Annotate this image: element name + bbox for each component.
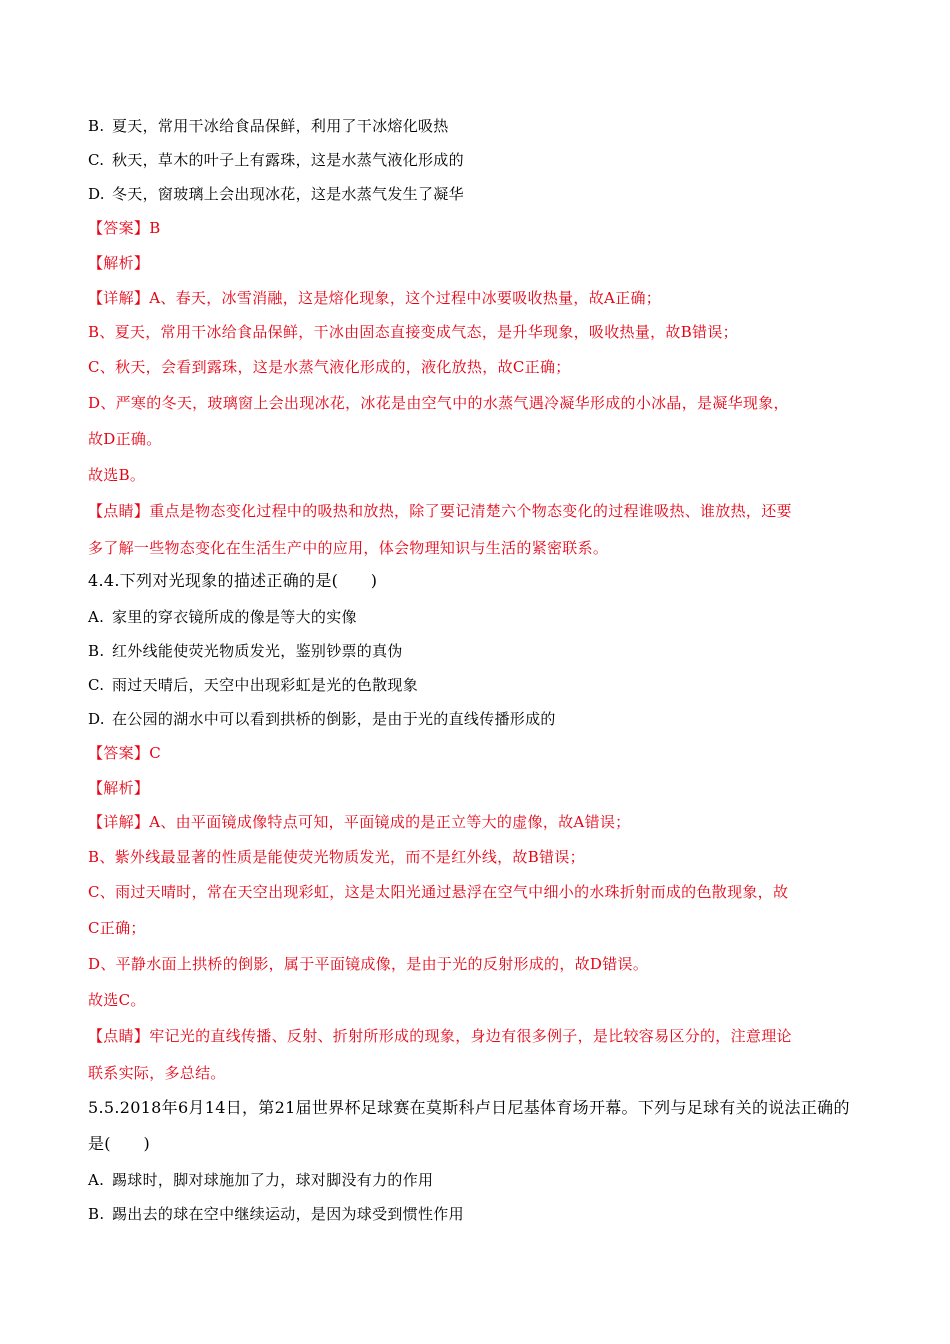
q5-option-b [88,1204,464,1224]
q4-detail-line: C、雨过天晴时，常在天空出现彩虹，这是太阳光通过悬浮在空气中细小的水珠折射而成的色散现象，故 [88,883,789,901]
q4-option-a [88,607,357,627]
q4-detail-line: D、平静水面上拱桥的倒影，属于平面镜成像，是由于光的反射形成的，故D错误。 [88,955,649,973]
q3-comment-line: 【点睛】重点是物态变化过程中的吸热和放热，除了要记清楚六个物态变化的过程谁吸热、谁放热，还要 [88,502,792,520]
option-letter: B. [88,1205,105,1223]
option-text: 踢出去的球在空中继续运动，是因为球受到惯性作用 [112,1205,464,1223]
option-letter: B. [88,642,105,660]
q3-detail-line: 故D正确。 [88,430,162,448]
option-letter: D. [88,185,105,203]
q4-option-c [88,675,418,695]
option-text: 红外线能使荧光物质发光，鉴别钞票的真伪 [112,642,403,660]
q3-detail-line: 【详解】A、春天，冰雪消融，这是熔化现象，这个过程中冰要吸收热量，故A正确； [88,289,662,307]
q3-option-b [88,116,449,136]
q4-analysis-label: 【解析】 [88,779,150,797]
q3-option-d [88,184,464,204]
option-text: 冬天，窗玻璃上会出现冰花，这是水蒸气发生了凝华 [112,185,464,203]
q4-detail-line: 【详解】A、由平面镜成像特点可知，平面镜成的是正立等大的虚像，故A错误； [88,813,631,831]
q3-detail-line: D、严寒的冬天，玻璃窗上会出现冰花，冰花是由空气中的水蒸气遇冷凝华形成的小冰晶，是凝华现象， [88,394,789,412]
q4-answer: 【答案】C [88,744,161,762]
q5-option-a [88,1170,433,1190]
q3-answer: 【答案】B [88,219,161,237]
q3-option-c [88,150,464,170]
q3-analysis-label: 【解析】 [88,254,150,272]
option-letter: C. [88,676,105,694]
q4-comment-line: 联系实际，多总结。 [88,1064,226,1082]
option-letter: B. [88,117,105,135]
q4-detail-line: C正确； [88,919,146,937]
q5-stem-line: 5.5.2018年6月14日，第21届世界杯足球赛在莫斯科卢日尼基体育场开幕。下列与足球有关的说法正确的 [88,1098,850,1117]
q4-comment-line: 【点睛】牢记光的直线传播、反射、折射所形成的现象，身边有很多例子，是比较容易区分的，注意理论 [88,1027,792,1045]
q4-option-d [88,709,556,729]
option-text: 秋天，草木的叶子上有露珠，这是水蒸气液化形成的 [112,151,464,169]
q4-detail-line: B、紫外线最显著的性质是能使荧光物质发光，而不是红外线，故B错误； [88,848,585,866]
option-letter: A. [88,1171,105,1189]
q3-comment-line: 多了解一些物态变化在生活生产中的应用，体会物理知识与生活的紧密联系。 [88,539,609,557]
option-text: 踢球时，脚对球施加了力，球对脚没有力的作用 [112,1171,434,1189]
q4-option-b [88,641,403,661]
option-text: 夏天，常用干冰给食品保鲜，利用了干冰熔化吸热 [112,117,449,135]
q5-stem-line: 是( ) [88,1134,150,1153]
option-text: 家里的穿衣镜所成的像是等大的实像 [112,608,357,626]
q3-detail-line: B、夏天，常用干冰给食品保鲜，干冰由固态直接变成气态，是升华现象，吸收热量，故B错误； [88,323,738,341]
option-letter: A. [88,608,105,626]
option-text: 在公园的湖水中可以看到拱桥的倒影，是由于光的直线传播形成的 [112,710,556,728]
option-letter: C. [88,151,105,169]
q4-stem: 4.4.下列对光现象的描述正确的是( ) [88,571,378,590]
option-text: 雨过天晴后，天空中出现彩虹是光的色散现象 [112,676,419,694]
q3-conclusion: 故选B。 [88,466,146,484]
q4-conclusion: 故选C。 [88,991,146,1009]
option-letter: D. [88,710,105,728]
q3-detail-line: C、秋天，会看到露珠，这是水蒸气液化形成的，液化放热，故C正确； [88,358,571,376]
